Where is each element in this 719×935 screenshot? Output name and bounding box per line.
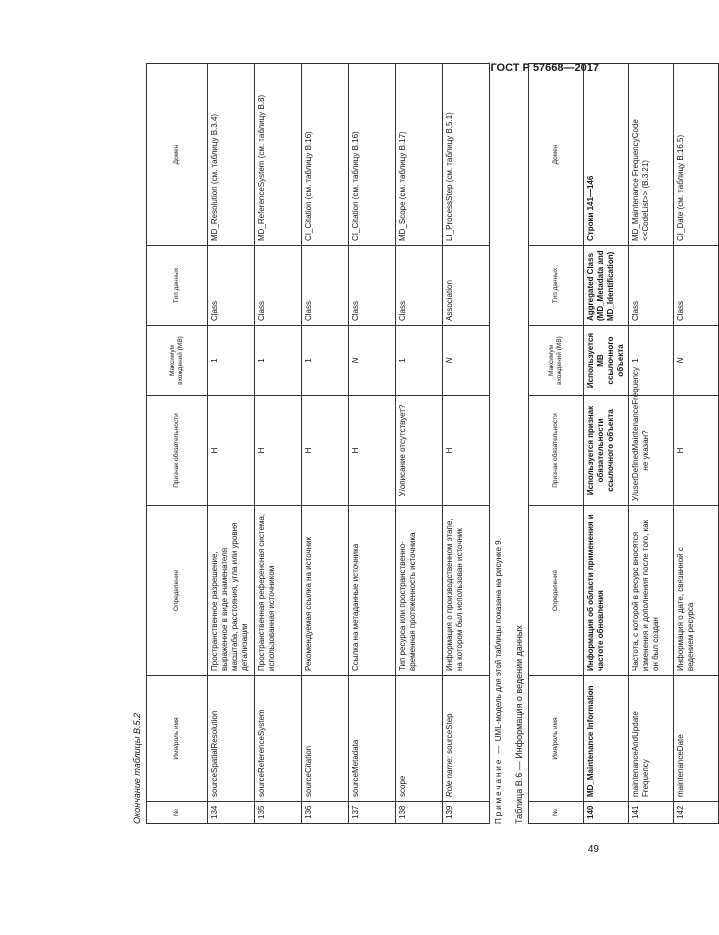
cell-domain: MD_Maintenance FrequencyCode <<CodeList>> (В.3.21)	[629, 64, 674, 246]
cell-obligation: Н	[674, 396, 719, 506]
col-header-num: №	[147, 802, 208, 824]
cell-obligation: Н	[255, 396, 302, 506]
cell-obligation: У/описание отсутствует?	[396, 396, 443, 506]
table-b6	[528, 63, 719, 824]
col-header-type: Тип данных	[529, 246, 584, 326]
cell-max: 1	[396, 326, 443, 396]
table-b52-continuation	[146, 63, 490, 824]
table2-header-row	[529, 64, 584, 824]
cell-obligation: У/userDefinedMaintenanceFrequency не указан?	[629, 396, 674, 506]
col-header-domain: Домен	[147, 64, 208, 246]
cell-num: 136	[302, 802, 349, 824]
col-header-name: Имя/роль имя	[529, 676, 584, 802]
role-name-prefix: Role name:	[445, 756, 454, 797]
col-header-domain: Домен	[529, 64, 584, 246]
cell-definition: Пространственная референсная система, использованная источником	[255, 506, 302, 676]
cell-domain: LI_ProcessStep (см. таблицу В.5.1)	[443, 64, 490, 246]
table-row	[255, 64, 302, 824]
cell-obligation: Н	[349, 396, 396, 506]
table2-caption: Таблица В.6 — Информация о ведении данных	[514, 625, 524, 824]
cell-num: 137	[349, 802, 396, 824]
col-header-definition: Определение	[529, 506, 584, 676]
cell-definition: Тип ресурса или пространственно-временная протяженность источника	[396, 506, 443, 676]
cell-domain: CI_Date (см. таблицу В.16.5)	[674, 64, 719, 246]
cell-definition: Частота, с которой в ресурс вносятся изменения и дополнения после того, как он был создан	[629, 506, 674, 676]
cell-type: Association	[443, 246, 490, 326]
cell-definition: Ссылка на метаданные источника	[349, 506, 396, 676]
cell-name: sourceReferenceSystem	[255, 676, 302, 802]
cell-num: 139	[443, 802, 490, 824]
cell-definition: Информация об области применения и частоте обновления	[584, 506, 629, 676]
cell-domain: CI_Citation (см. таблицу В.16)	[302, 64, 349, 246]
cell-obligation: Н	[208, 396, 255, 506]
cell-name	[443, 676, 490, 802]
col-header-name: Имя/роль имя	[147, 676, 208, 802]
cell-type: Class	[208, 246, 255, 326]
cell-max: 1	[629, 326, 674, 396]
cell-max: 1	[302, 326, 349, 396]
rotated-content	[130, 64, 695, 824]
cell-max: N	[349, 326, 396, 396]
cell-domain: MD_Resolution (см. таблицу В.3.4)	[208, 64, 255, 246]
table-row	[674, 64, 719, 824]
table-note	[490, 64, 512, 824]
cell-definition: Рекомендуемая ссылка на источник	[302, 506, 349, 676]
cell-max: Используется МВ ссылочного объекта	[584, 326, 629, 396]
note-text: UML-модель для этой таблицы показана на рисунке 9.	[494, 538, 503, 742]
cell-obligation: Н	[443, 396, 490, 506]
cell-type: Class	[349, 246, 396, 326]
cell-num: 135	[255, 802, 302, 824]
cell-name: sourceSpatialResolution	[208, 676, 255, 802]
cell-type: Class	[302, 246, 349, 326]
table-row	[443, 64, 490, 824]
col-header-max: Максимум вхождений (МВ)	[529, 326, 584, 396]
table-row	[349, 64, 396, 824]
table-row	[396, 64, 443, 824]
cell-num: 142	[674, 802, 719, 824]
cell-num: 134	[208, 802, 255, 824]
cell-max: N	[674, 326, 719, 396]
cell-max: 1	[208, 326, 255, 396]
note-label: Примечание —	[494, 743, 503, 824]
table1-header-row	[147, 64, 208, 824]
cell-definition: Информация о дате, связанной с ведением ресурса	[674, 506, 719, 676]
cell-obligation: Используется признак обязательности ссылочного объекта	[584, 396, 629, 506]
table1-caption: Окончание таблицы В.5.2	[132, 713, 142, 824]
cell-domain: Строки 141—146	[584, 64, 629, 246]
role-name-value: sourceStep	[445, 713, 454, 754]
cell-max: N	[443, 326, 490, 396]
cell-name: scope	[396, 676, 443, 802]
cell-type: Class	[629, 246, 674, 326]
cell-type: Class	[255, 246, 302, 326]
cell-domain: MD_Scope (см. таблицу В.17)	[396, 64, 443, 246]
cell-max: 1	[255, 326, 302, 396]
cell-num: 141	[629, 802, 674, 824]
cell-num: 140	[584, 802, 629, 824]
cell-definition: Пространственное разрешение, выраженное в виде знаменателя масштаба, расстояния, угла или уровня детализации	[208, 506, 255, 676]
cell-obligation: Н	[302, 396, 349, 506]
col-header-num: №	[529, 802, 584, 824]
table-row	[302, 64, 349, 824]
cell-type: Class	[396, 246, 443, 326]
cell-name: maintenanceDate	[674, 676, 719, 802]
col-header-max: Максимум вхождений (МВ)	[147, 326, 208, 396]
cell-name: MD_Maintenance Information	[584, 676, 629, 802]
cell-name: maintenanceAndUpdate Frequency	[629, 676, 674, 802]
col-header-obligation: Признак обязательности	[529, 396, 584, 506]
table-row	[584, 64, 629, 824]
cell-domain: CI_Citation (см. таблицу В.16)	[349, 64, 396, 246]
table-row	[629, 64, 674, 824]
cell-name: sourceCitation	[302, 676, 349, 802]
standard-header: ГОСТ Р 57668—2017	[490, 62, 599, 74]
col-header-definition: Определение	[147, 506, 208, 676]
cell-name: sourceMetadata	[349, 676, 396, 802]
cell-num: 138	[396, 802, 443, 824]
cell-type: Class	[674, 246, 719, 326]
table-row	[208, 64, 255, 824]
col-header-obligation: Признак обязательности	[147, 396, 208, 506]
col-header-type: Тип данных	[147, 246, 208, 326]
page-number: 49	[587, 844, 599, 855]
cell-definition: Информация о производственном этапе, на котором был использован источник	[443, 506, 490, 676]
cell-domain: MD_ReferenceSystem (см. таблицу В.8)	[255, 64, 302, 246]
cell-type: Aggregated Class (MD_Metadata and MD_Identification)	[584, 246, 629, 326]
